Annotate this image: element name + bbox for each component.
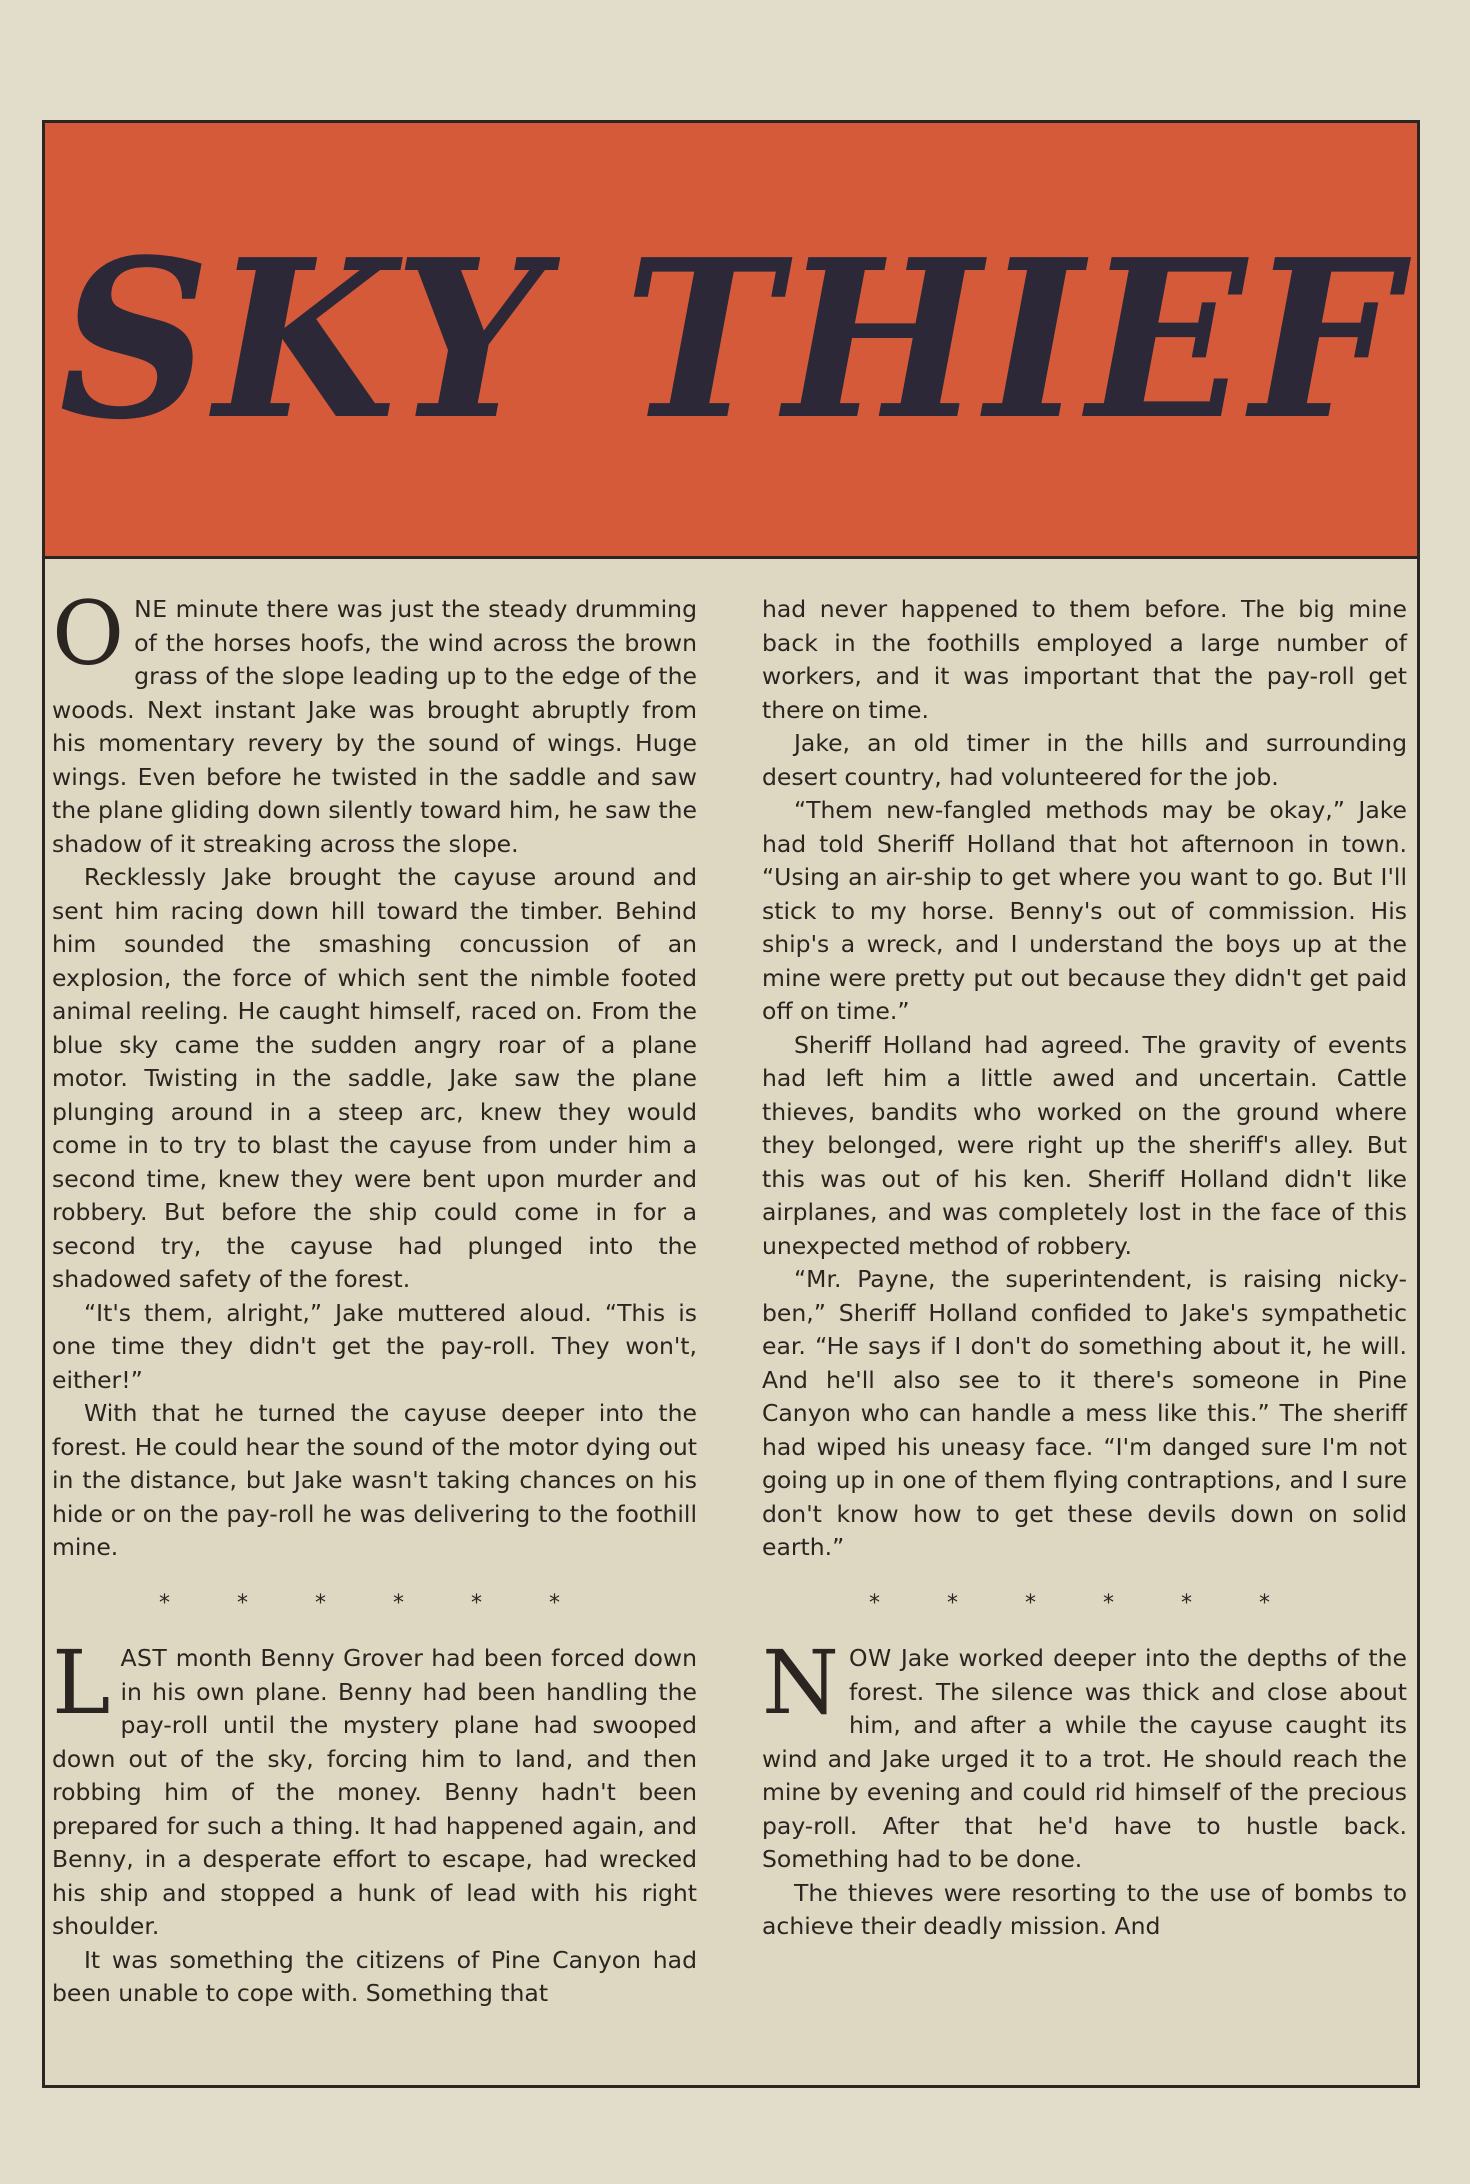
drop-cap: N: [762, 1631, 839, 1734]
paragraph: [762, 794, 1407, 1029]
paragraph-text: Jake worked deeper into the depths of the forest. The silence was thick and close about him, and after a while the cayuse caught its wind and Jake urged it to a trot. He should reach the mine by evening and could rid himself of the precious pay-roll. After that he'd have to hustle back. Something had to be done.: [762, 1644, 1407, 1873]
paragraph: [52, 582, 697, 861]
title-banner: [45, 123, 1417, 559]
paragraph-text: The thieves were resorting to the use of bombs to achieve their deadly mission. And: [762, 1878, 1407, 1940]
story-page: [42, 120, 1420, 2088]
paragraph: [52, 1297, 697, 1398]
section-divider: * * * * * *: [159, 1590, 590, 1616]
paragraph-text: It was something the citizens of Pine Canyon had been unable to cope with. Something that: [52, 1945, 697, 2007]
paragraph-text: “Mr. Payne, the superintendent, is raising nicky-ben,” Sheriff Holland confided to Jake's sympathetic ear. “He says if I don't do something about it, he will. And he'll also see to it there's someone in Pine Canyon who can handle a mess like this.” The sheriff had wiped his uneasy face. “I'm danged sure I'm not going up in one of them flying contraptions, and I sure don't know how to get these devils down on solid earth.”: [762, 1265, 1407, 1561]
right-column: [762, 593, 1407, 1944]
paragraph: [52, 1944, 697, 2011]
left-column: [52, 582, 697, 2011]
paragraph: [762, 1631, 1407, 1877]
paragraph-text: “It's them, alright,” Jake muttered aloud. “This is one time they didn't get the pay-roll. They won't, either!”: [52, 1298, 697, 1394]
lead-word: OW: [849, 1644, 892, 1672]
paragraph-text: Sheriff Holland had agreed. The gravity of events had left him a little awed and uncertain. Cattle thieves, bandits who worked on the ground where they belonged, were right up the sheriff's alley. But this was out of his ken. Sheriff Holland didn't like airplanes, and was completely lost in the face of this unexpected method of robbery.: [762, 1030, 1407, 1260]
paragraph-text: month Benny Grover had been forced down in his own plane. Benny had been handling the pay-roll until the mystery plane had swooped down out of the sky, forcing him to land, and then robbing him of the money. Benny hadn't been prepared for such a thing. It had happened again, and Benny, in a desperate effort to escape, had wrecked his ship and stopped a hunk of lead with his right shoulder.: [52, 1644, 697, 1940]
lead-word: AST: [120, 1644, 168, 1672]
drop-cap: O: [52, 582, 125, 685]
paragraph-text: With that he turned the cayuse deeper into the forest. He could hear the sound of the motor dying out in the distance, but Jake wasn't taking chances on his hide or on the pay-roll he was delivering to the foothill mine.: [52, 1399, 697, 1561]
paragraph-text: Jake, an old timer in the hills and surrounding desert country, had volunteered for the job.: [762, 729, 1407, 791]
paragraph: [762, 593, 1407, 727]
paragraph-text: minute there was just the steady drumming of the horses hoofs, the wind across the brown grass of the slope leading up to the edge of the woods. Next instant Jake was brought abruptly from his momentary revery by the sound of wings. Huge wings. Even before he twisted in the saddle and saw the plane gliding down silently toward him, he saw the shadow of it streaking across the slope.: [52, 595, 697, 858]
paragraph: [762, 1877, 1407, 1944]
paragraph: [52, 1397, 697, 1565]
paragraph-text: had never happened to them before. The big mine back in the foothills employed a large number of workers, and it was important that the pay-roll get there on time.: [762, 595, 1407, 724]
paragraph-text: “Them new-fangled methods may be okay,” Jake had told Sheriff Holland that hot afternoon in town. “Using an air-ship to get where you want to go. But I'll stick to my horse. Benny's out of commission. His ship's a wreck, and I understand the boys up at the mine were pretty put out because they didn't get paid off on time.”: [762, 796, 1407, 1025]
paragraph: [762, 1029, 1407, 1264]
section-divider: * * * * * *: [869, 1590, 1300, 1616]
lead-word: NE: [134, 595, 168, 623]
paragraph: [762, 1263, 1407, 1565]
paragraph: [52, 861, 697, 1297]
paragraph-text: Recklessly Jake brought the cayuse around and sent him racing down hill toward the timber. Behind him sounded the smashing concussion of an explosion, the force of which sent the nimble footed animal reeling. He caught himself, raced on. From the blue sky came the sudden angry roar of a plane motor. Twisting in the saddle, Jake saw the plane plunging around in a steep arc, knew they would come in to try to blast the cayuse from under him a second time, knew they were bent upon murder and robbery. But before the ship could come in for a second try, the cayuse had plunged into the shadowed safety of the forest.: [52, 863, 697, 1293]
drop-cap: L: [52, 1631, 111, 1734]
paragraph: [52, 1631, 697, 1944]
story-title: SKY THIEF: [59, 211, 1403, 468]
paragraph: [762, 727, 1407, 794]
